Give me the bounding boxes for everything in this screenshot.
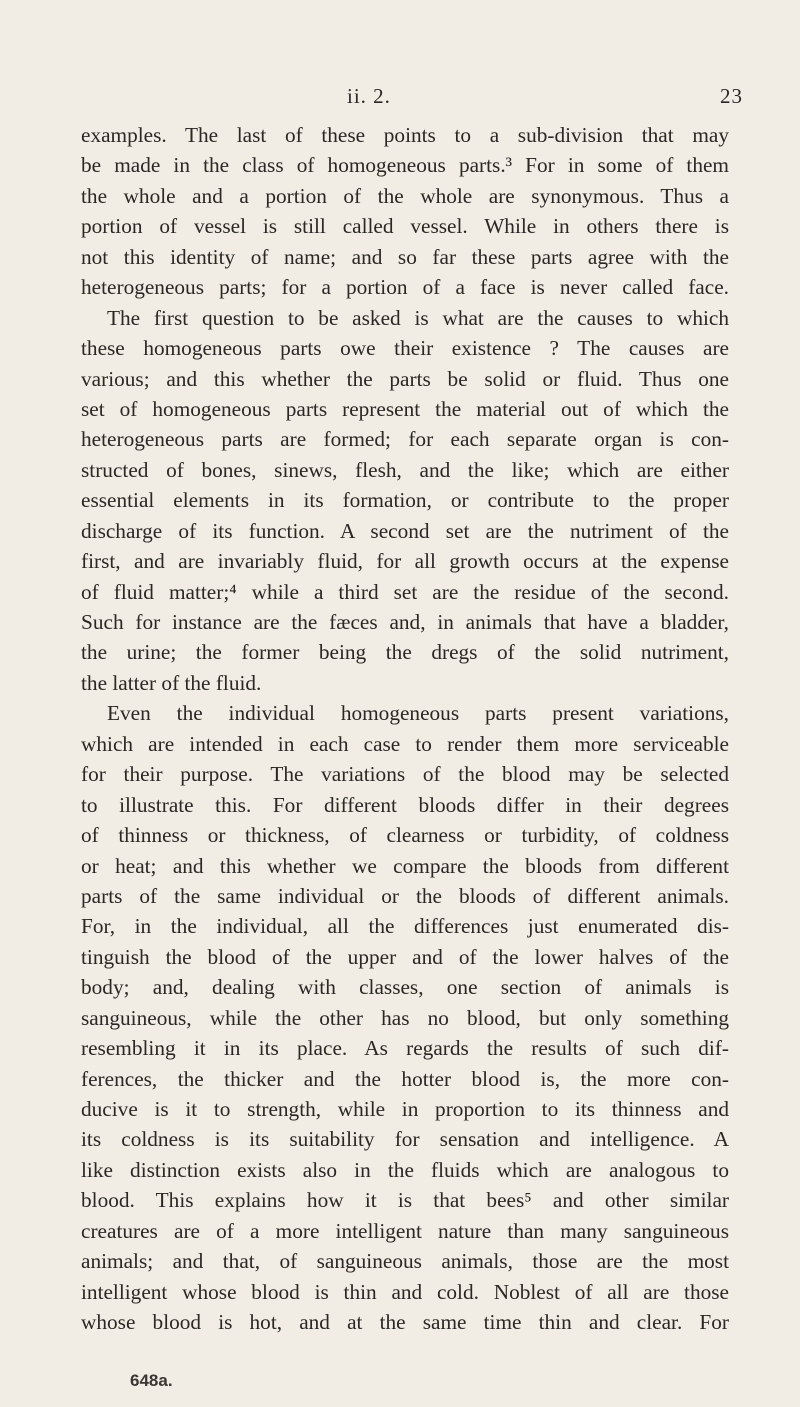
- text-line: its coldness is its suitability for sensation and intelligence. A: [81, 1127, 729, 1152]
- section-reference: ii. 2.: [347, 84, 391, 108]
- text-line: like distinction exists also in the fluids which are analogous to: [81, 1157, 729, 1182]
- text-line: examples. The last of these points to a sub-division that may: [81, 123, 729, 147]
- text-line: heterogeneous parts are formed; for each separate organ is con-: [81, 427, 729, 452]
- text-line: these homogeneous parts owe their existence ? The causes are: [81, 336, 729, 361]
- text-line: the whole and a portion of the whole are synonymous. Thus a: [81, 183, 729, 208]
- text-line: of fluid matter;⁴ while a third set are the residue of the second.: [81, 579, 729, 604]
- text-line: structed of bones, sinews, flesh, and the like; which are either: [81, 457, 729, 482]
- text-line: animals; and that, of sanguineous animals, those are the most: [81, 1249, 729, 1274]
- text-line: various; and this whether the parts be solid or fluid. Thus one: [81, 366, 729, 391]
- text-line: for their purpose. The variations of the blood may be selected: [81, 762, 729, 787]
- text-line: For, in the individual, all the differences just enumerated dis-: [81, 914, 729, 939]
- text-line: first, and are invariably fluid, for all growth occurs at the expense: [81, 549, 729, 574]
- text-line: intelligent whose blood is thin and cold. Noblest of all are those: [81, 1279, 729, 1304]
- text-line: body; and, dealing with classes, one section of animals is: [81, 975, 729, 1000]
- text-line: parts of the same individual or the bloods of different animals.: [81, 883, 729, 908]
- text-line: tinguish the blood of the upper and of the lower halves of the: [81, 944, 729, 969]
- text-line: heterogeneous parts; for a portion of a face is never called face.: [81, 275, 729, 300]
- text-line: portion of vessel is still called vessel. While in others there is: [81, 214, 729, 239]
- page-number: 23: [720, 84, 743, 108]
- text-line: the urine; the former being the dregs of the solid nutriment,: [81, 640, 729, 665]
- text-line: resembling it in its place. As regards the results of such dif-: [81, 1036, 729, 1061]
- text-line: the latter of the fluid.: [81, 670, 262, 695]
- text-line: of thinness or thickness, of clearness or turbidity, of coldness: [81, 823, 729, 848]
- text-line: Even the individual homogeneous parts present variations,: [107, 701, 729, 726]
- text-line: be made in the class of homogeneous parts.³ For in some of them: [81, 153, 729, 178]
- text-line: discharge of its function. A second set are the nutriment of the: [81, 518, 729, 543]
- text-line: which are intended in each case to render them more serviceable: [81, 731, 729, 756]
- text-line: ferences, the thicker and the hotter blood is, the more con-: [81, 1066, 729, 1091]
- text-line: creatures are of a more intelligent nature than many sanguineous: [81, 1218, 729, 1243]
- text-line: essential elements in its formation, or contribute to the proper: [81, 488, 729, 513]
- signature-mark: 648a.: [130, 1371, 173, 1390]
- text-line: whose blood is hot, and at the same time thin and clear. For: [81, 1310, 729, 1335]
- text-line: or heat; and this whether we compare the bloods from different: [81, 853, 729, 878]
- text-line: set of homogeneous parts represent the material out of which the: [81, 396, 729, 421]
- text-line: blood. This explains how it is that bees⁵ and other similar: [81, 1188, 729, 1213]
- text-line: ducive is it to strength, while in proportion to its thinness and: [81, 1097, 729, 1121]
- text-line: The first question to be asked is what are the causes to which: [107, 305, 729, 330]
- body-text: [81, 120, 729, 1338]
- text-line: not this identity of name; and so far these parts agree with the: [81, 244, 729, 269]
- text-line: sanguineous, while the other has no blood, but only something: [81, 1005, 729, 1030]
- text-line: to illustrate this. For different bloods differ in their degrees: [81, 792, 729, 817]
- text-line: Such for instance are the fæces and, in animals that have a bladder,: [81, 610, 729, 634]
- running-head: [0, 84, 800, 114]
